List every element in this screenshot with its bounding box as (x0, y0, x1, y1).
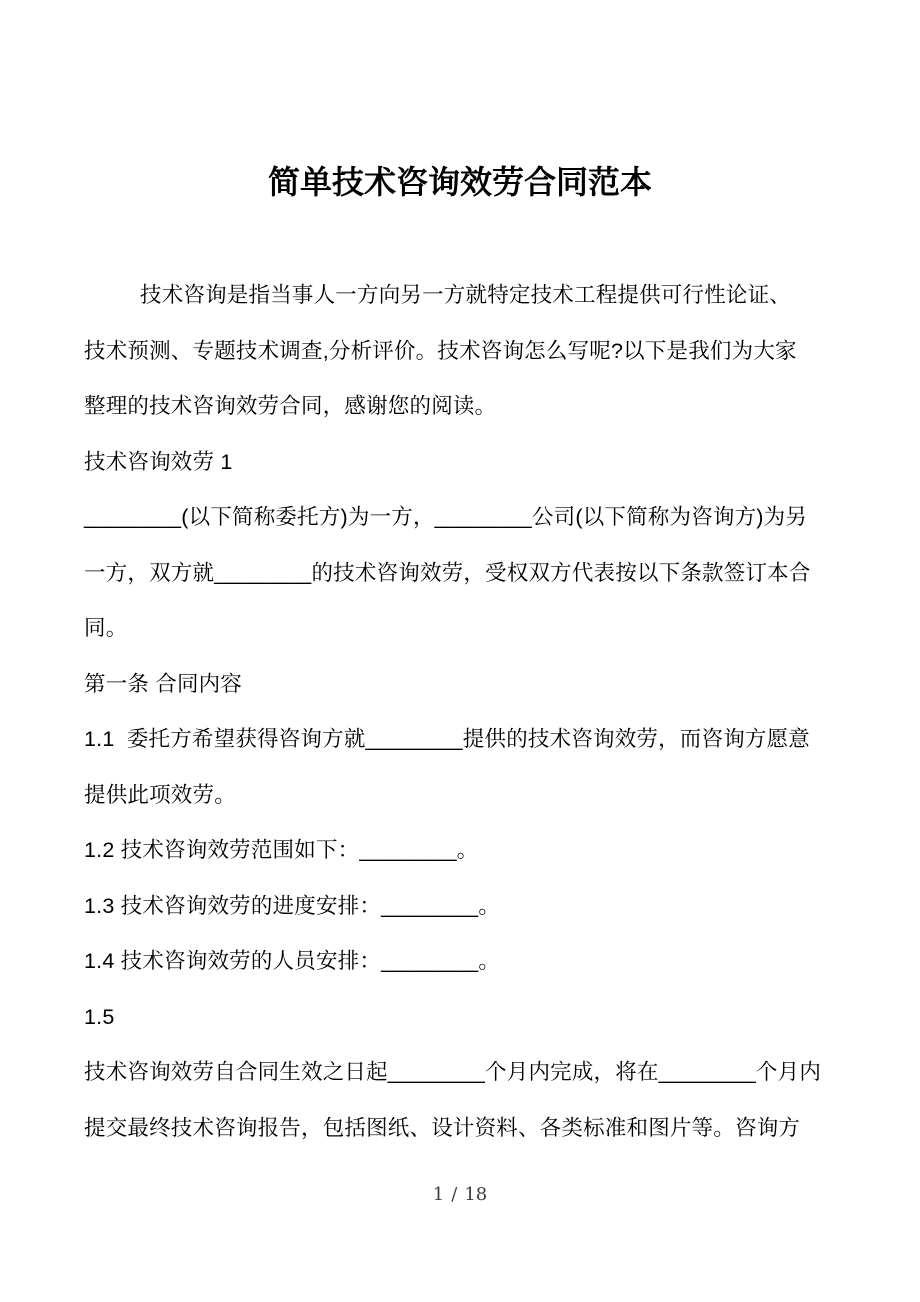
document-line: 技术咨询效劳自合同生效之日起________个月内完成，将在________个月内 (84, 1060, 822, 1084)
document-line: 提供此项效劳。 (84, 782, 236, 807)
document-line: 技术咨询效劳 1 (84, 449, 233, 474)
document-line: 1.3 技术咨询效劳的进度安排：________。 (84, 893, 501, 918)
page-footer (0, 1184, 920, 1206)
document-line: 技术预测、专题技术调查,分析评价。技术咨询怎么写呢?以下是我们为大家 (84, 338, 797, 363)
page-number-separator: / (451, 1184, 458, 1205)
document-line: 整理的技术咨询效劳合同，感谢您的阅读。 (84, 394, 497, 418)
document-line: 提交最终技术咨询报告，包括图纸、设计资料、各类标准和图片等。咨询方 (84, 1115, 801, 1140)
document-line: 同。 (84, 616, 128, 640)
page-number-current: 1 (432, 1184, 445, 1205)
document-line: 1.1 委托方希望获得咨询方就________提供的技术咨询效劳，而咨询方愿意 (84, 727, 810, 751)
document-line: 1.4 技术咨询效劳的人员安排：________。 (84, 949, 501, 973)
document-line: 技术咨询是指当事人一方向另一方就特定技术工程提供可行性论证、 (140, 283, 792, 307)
document-line: 第一条 合同内容 (84, 671, 243, 696)
document-line: 1.2 技术咨询效劳范围如下：________。 (84, 838, 479, 862)
document-body (84, 268, 836, 1156)
page-number-total: 18 (464, 1184, 488, 1205)
document-title: 简单技术咨询效劳合同范本 (267, 164, 652, 200)
document-line: 一方，双方就________的技术咨询效劳，受权双方代表按以下条款签订本合 (84, 560, 811, 585)
document-line: 1.5 (84, 1004, 115, 1029)
document-line: ________(以下简称委托方)为一方，________公司(以下简称为咨询方)为另 (84, 505, 808, 529)
